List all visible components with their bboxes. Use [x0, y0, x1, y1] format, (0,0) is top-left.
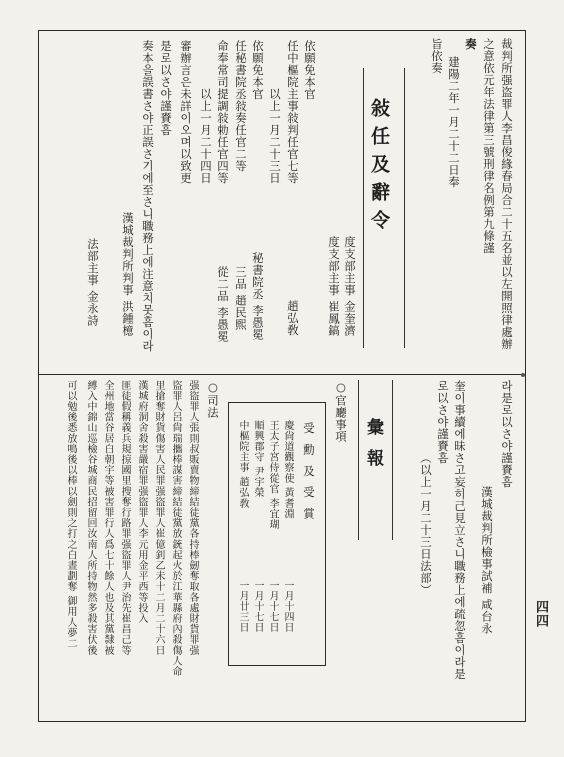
- judicial-column: 匪徒假稱義兵規掠國里搜奪行路罪强盜罪人尹治先崔昌己等: [119, 380, 130, 656]
- award-entry: 王太子宮侍從官 李宜瑚: [267, 420, 278, 530]
- decree-column: 之意依元年法律第三號刑律名例第九條謹: [482, 38, 496, 254]
- judicial-column: 强盜罪人張則叔販賣物締結徒黨各持棒劒奪取各處財貨罪强: [187, 380, 198, 656]
- award-date: 一月十四日: [282, 580, 293, 633]
- signatory: 漢城裁判所判事 洪鍾檍: [121, 212, 135, 337]
- award-entry: 順興郡守 尹宇榮: [252, 420, 263, 498]
- sub-heading: ○官廳事項: [334, 380, 348, 443]
- section-heading: 彙報: [363, 418, 383, 480]
- sub-heading: ○司法: [206, 380, 220, 419]
- award-entry: 中樞院主事 趙弘敎: [237, 420, 248, 509]
- award-date: 一月十七日: [267, 580, 278, 633]
- official-name: 趙弘敎: [286, 300, 300, 336]
- signatory: 法部主事 金永詩: [86, 238, 100, 327]
- award-date: 一月十七日: [252, 580, 263, 633]
- appointment-line: 依願免本官: [303, 40, 317, 100]
- appointment-date: 以上一月二十三日: [268, 88, 282, 184]
- heading-rule: [363, 68, 364, 348]
- section-divider: [38, 374, 526, 375]
- official-name: 秘書院丞 李愚冕: [251, 252, 265, 341]
- appointment-line: 依願免本官: [251, 40, 265, 100]
- decree-column: 奏: [464, 38, 478, 50]
- signatory: 漢城裁判所檢事試補 咸台永: [480, 486, 494, 635]
- appointment-date: 以上一月二十四日: [199, 88, 213, 184]
- decree-column: 裁判所强盗罪人李昌俊緣春局合二十五名並以左開照律處辦: [500, 38, 514, 350]
- judicial-column: 漢城府洞舍殺害嚴宿罪强盜罪人李元用金平西等投入: [136, 380, 147, 624]
- judicial-column: 縛入中錦山巡檢谷城商民招留回汝南人所持物然多殺害伏後: [85, 380, 96, 656]
- official-name: 從二品 李愚冕: [216, 266, 230, 343]
- page-number: 四四: [533, 600, 548, 628]
- binding-hole: [521, 373, 525, 377]
- judicial-column: 里搶奪財貨傷害人民罪强盜罪人崔億釗乙未十二月二十六日: [153, 380, 164, 656]
- heading-rule: [358, 380, 359, 540]
- statement-column: 奎이事續에昧さ고妄히己見立さ니職務上에疏忽흠이라是: [453, 380, 467, 680]
- statement-column: 라是로以さ야謹賚흠: [500, 380, 514, 488]
- judicial-column: 盜罪人呂尙瑞攜棒謀害締結徒黨放銃起火於江華縣府內殺傷人命: [170, 380, 181, 677]
- judicial-column: 全州地當谷居白朝宇等被害罪行人爲七十餘人也及其黨隸被: [102, 380, 113, 656]
- official-name: 度支部主事 金奎濟: [343, 236, 357, 337]
- judicial-column: 可以勉後悉放鳴後以棒以劍則之打之白晝劃奪 御用人夢二: [65, 380, 76, 649]
- award-entry: 慶尙道觀察使 黃耆淵: [282, 420, 293, 520]
- statement-column: 審辦言은未詳이오며以致更: [179, 40, 193, 184]
- appointment-line: 任中樞院主事敍判任官七等: [286, 40, 300, 184]
- award-date: 一月廿三日: [237, 580, 248, 633]
- award-table-heading: 受勳及受賞: [302, 422, 316, 529]
- appointment-line: 命奉常司提調敍勅任官四等: [216, 40, 230, 184]
- appointment-line: 任秘書院丞敍奏任官二等: [234, 40, 248, 172]
- heading-rule: [404, 68, 405, 348]
- official-name: 三品 趙民熙: [234, 266, 248, 331]
- source-note: （以上一月二十三日法部）: [419, 452, 433, 596]
- decree-date: 建陽二年一月二十二日奉: [447, 56, 461, 188]
- statement-column: 奏本을誤書さ야正誤さ기에至さ니職務上에注意치못흠이라: [141, 40, 155, 352]
- section-heading: 敍任及辭令: [368, 98, 390, 238]
- heading-rule: [392, 380, 393, 540]
- decree-column: 旨依奏: [430, 38, 444, 74]
- official-name: 度支部主事 崔鳳鎬: [327, 236, 341, 337]
- statement-column: 是로以さ야謹賚흠: [159, 40, 173, 136]
- statement-column: 로以さ야謹賚흠: [436, 380, 450, 464]
